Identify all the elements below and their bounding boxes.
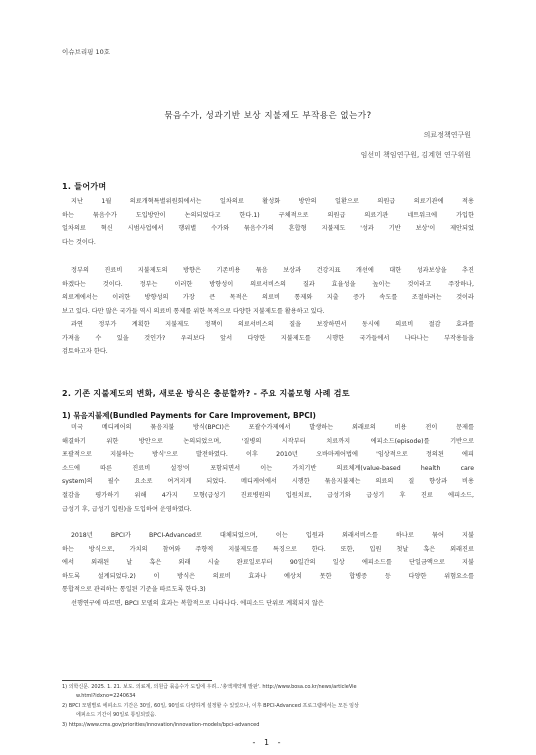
text-line: 선행연구에 따르면, BPCI 모델의 효과는 복합적으로 나타나다. 에피소드 단위로 계획되지 않은 — [71, 600, 324, 607]
section-1-paragraph-3 — [62, 318, 474, 359]
footnote-line: 에피소드 기간이 90일로 통일되었음. — [76, 712, 157, 718]
text-line: 정부의 진료비 지불제도의 방향은 기존비용 묶음 보상과 건강지표 개선에 대한 성과보상을 추진 — [71, 267, 474, 274]
page-title: 묶음수가, 성과기반 보상 지불제도 부작용은 없는가? — [164, 111, 372, 121]
text-line: system)의 필수 요소로 여겨지게 되었다. 메디케어에서 시행한 묶음지불제는 의료의 질 향상과 비용 — [62, 478, 474, 486]
text-line: 소드에 따른 진료비 설정'이 포함되면서 이는 가치기반 의료체계(value-based health care — [62, 464, 474, 472]
text-line: 하겠다는 것이다. 정부는 이러한 방향성이 의료서비스의 질과 효율성을 높이는 것이라고 주장하나, — [62, 280, 474, 288]
footnote-3 — [62, 721, 474, 730]
text-line: 하는 방식으로, 가치의 참여와 주향적 지불제도를 특징으로 한다. 또한, 입원 첫날 혹은 외래진료 — [62, 545, 474, 553]
page-number: - 1 - — [252, 738, 284, 747]
footnote-line: w.html?idxno=2240634 — [76, 693, 136, 699]
text-line: 보고 있다. 다만 많은 국가들 역시 의료비 통제를 위한 목적으로 다양한 지불제도를 활용하고 있다. — [62, 307, 325, 315]
text-line: 2018년 BPCI가 BPCI-Advanced로 대체되었으며, 이는 입원과 외래서비스를 하나로 묶어 지불 — [71, 532, 474, 539]
text-line: 다는 것이다. — [62, 238, 96, 246]
text-line: 검토하고자 한다. — [62, 348, 108, 356]
text-line: 일차의료 혁신 시범사업에서 행위별 수가와 묶음수가의 혼합형 지불제도 '성과 기반 보상'이 제안되었 — [62, 225, 474, 233]
text-line: 급성기 후, 급성기 입원)을 도입하여 운영하였다. — [62, 505, 192, 513]
section-1-paragraph-1 — [62, 195, 474, 249]
subsection-1-heading: 1) 묶음지불제(Bundled Payments for Care Improvement, BPCI) — [62, 411, 316, 420]
text-line: 지난 1월 의료개혁특별위원회에서는 일차의료 활성화 방안의 일환으로 의원급 의료기관에 적용 — [71, 198, 474, 205]
section-1-heading: 1. 들어가며 — [62, 182, 107, 191]
text-line: 의료계에서는 이러한 방향성의 가장 큰 목적은 의료비 통제와 지출 증가 속도를 조절하려는 것이라 — [62, 294, 474, 302]
text-line: 절감을 평가하기 위해 4가지 모형(급성기 진료병원의 입원치료, 급성기와 급성기 후 진료 에피소드, — [62, 491, 474, 499]
text-line: 가져올 수 있을 것인가? 우리보다 앞서 다양한 지불제도를 시행한 국가들에서 나타나는 부작용들을 — [62, 334, 474, 342]
section-2-paragraph-2 — [62, 529, 474, 597]
section-2-heading: 2. 기존 지불제도의 변화, 새로운 방식은 충분할까? - 주요 지불모형 사례 검토 — [62, 389, 350, 398]
organization: 의료정책연구원 — [423, 131, 471, 139]
footnote-line: 2) BPCI 모델별로 에피소드 기간은 30일, 60일, 90일로 다양하게 설정할 수 있었으나, 이후 BPCI-Advanced 프로그램에서는 모든 임상 — [62, 703, 359, 709]
text-line: 하도록 설계되었다.2) 이 방식은 의료비 효과나 예상치 못한 합병증 등 다양한 위험요소를 — [62, 572, 474, 580]
footnote-line: 1) 의학신문. 2025. 1. 21. 보도. 의료계, 의원급 묶음수가 도입에 우려...'총액계약제 발판'. http://www.bosa.co.kr/news/articleVie — [62, 684, 357, 690]
section-1-paragraph-2 — [62, 264, 474, 318]
section-2-paragraph-1 — [62, 421, 474, 516]
footnote-2 — [62, 702, 474, 720]
text-line: 하는 묶음수가 도입방안이 논의되었다고 한다.1) 구체적으로 의원급 의료기관 네트워크에 가입한 — [62, 211, 474, 219]
footnote-1 — [62, 683, 474, 701]
footnote-separator — [62, 680, 212, 681]
series-label: 이슈브리핑 10호 — [62, 48, 111, 56]
text-line: 에서 외래된 날 혹은 외래 시술 완료일로부터 90일간의 일상 에피소드를 단일금액으로 지불 — [62, 559, 474, 567]
text-line: 포괄적으로 지불하는 방식'으로 발전하였다. 이후 2010년 오바마케어법에 '임상적으로 정의된 에피 — [62, 451, 474, 459]
text-line: 미국 메디케어의 묶음지불 방식(BPCI)은 포괄수가제에서 발생하는 외래료의 비용 전이 문제를 — [71, 424, 474, 431]
text-line: 과연 정부가 계획한 지불제도 정책이 의료서비스의 질을 보장하면서 동시에 의료비 절감 효과를 — [71, 321, 474, 328]
text-line: 통합적으로 관리하는 통일된 기준을 따르도록 한다.3) — [62, 586, 206, 594]
footnote-line: 3) https://www.cms.gov/priorities/innovation/innovation-models/bpci-advanced — [62, 722, 260, 728]
text-line: 해결하기 위한 방안으로 논의되었으며, '질병의 시작부터 치료까지 에피소드(episode)를 기반으로 — [62, 437, 474, 445]
section-2-paragraph-3 — [62, 597, 474, 611]
authors: 임선미 책임연구원, 김계현 연구위원 — [360, 151, 471, 159]
